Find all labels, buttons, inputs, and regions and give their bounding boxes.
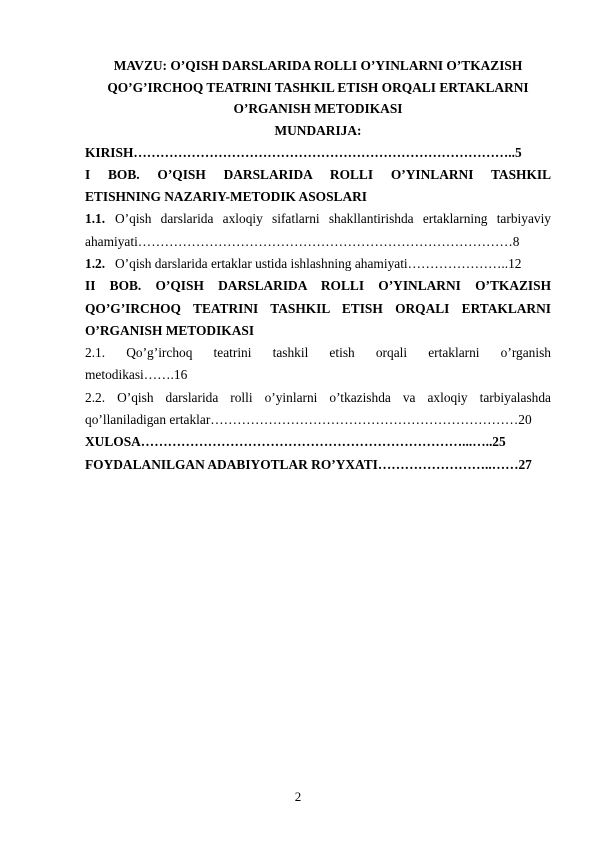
- toc-section-2-1-line-2: metodikasi…….16: [85, 367, 188, 383]
- toc-conclusion: XULOSA………………………………………………………………...…..25: [85, 434, 506, 450]
- toc-section-2-2-line-1: 2.2. O’qish darslarida rolli o’yinlarni o’tkazishda va axloqiy tarbiyalashda: [85, 389, 551, 405]
- title-line-2: QO’G’IRCHOQ TEATRINI TASHKIL ETISH ORQALI ERTAKLARNI: [107, 79, 529, 95]
- toc-chapter-2-line-2: QO’G’IRCHOQ TEATRINI TASHKIL ETISH ORQALI ERTAKLARNI: [85, 300, 551, 316]
- title-line-1: MAVZU: O’QISH DARSLARIDA ROLLI O’YINLARNI O’TKAZISH: [113, 58, 523, 73]
- toc-chapter-2-line-3: O’RGANISH METODIKASI: [85, 322, 255, 338]
- toc-section-1-1-text: O’qish darslarida axloqiy sifatlarni shakllantirishda ertaklarning tarbiyaviy: [115, 211, 551, 227]
- toc-section-2-1-line-1: 2.1. Qo’g’irchoq teatrini tashkil etish orqali ertaklarni o’rganish: [85, 345, 551, 361]
- toc-chapter-2-line-1: II BOB. O’QISH DARSLARIDA ROLLI O’YINLARNI O’TKAZISH: [85, 278, 551, 294]
- toc-section-1-2-text: O’qish darslarida ertaklar ustida ishlashning ahamiyati…………………..12: [115, 255, 522, 271]
- title-line-3: O’RGANISH METODIKASI: [233, 101, 403, 116]
- document-title: [85, 55, 551, 120]
- page-number: 2: [294, 789, 302, 804]
- toc-section-1-1-line-2: ahamiyati…………………………………………………………………………8: [85, 233, 520, 249]
- toc-references: FOYDALANILGAN ADABIYOTLAR RO’YXATI……………………..……27: [85, 456, 532, 472]
- table-of-contents: [85, 142, 551, 476]
- document-page: [85, 55, 551, 476]
- toc-section-1-2: [85, 253, 551, 275]
- toc-chapter-1-line-1: I BOB. O’QISH DARSLARIDA ROLLI O’YINLARNI TASHKIL: [85, 166, 551, 182]
- toc-chapter-1-line-2: ETISHNING NAZARIY-METODIK ASOSLARI: [85, 189, 368, 205]
- toc-section-1-1-number: 1.1.: [85, 211, 106, 227]
- toc-section-1-2-number: 1.2.: [85, 255, 106, 271]
- toc-section-2-2-line-2: qo’llaniladigan ertaklar……………………………………………………………20: [85, 412, 532, 428]
- toc-section-1-1-line-1: [85, 208, 551, 230]
- contents-heading: MUNDARIJA:: [274, 122, 362, 138]
- toc-intro: KIRISH…………………………………………………………………………..5: [85, 144, 522, 160]
